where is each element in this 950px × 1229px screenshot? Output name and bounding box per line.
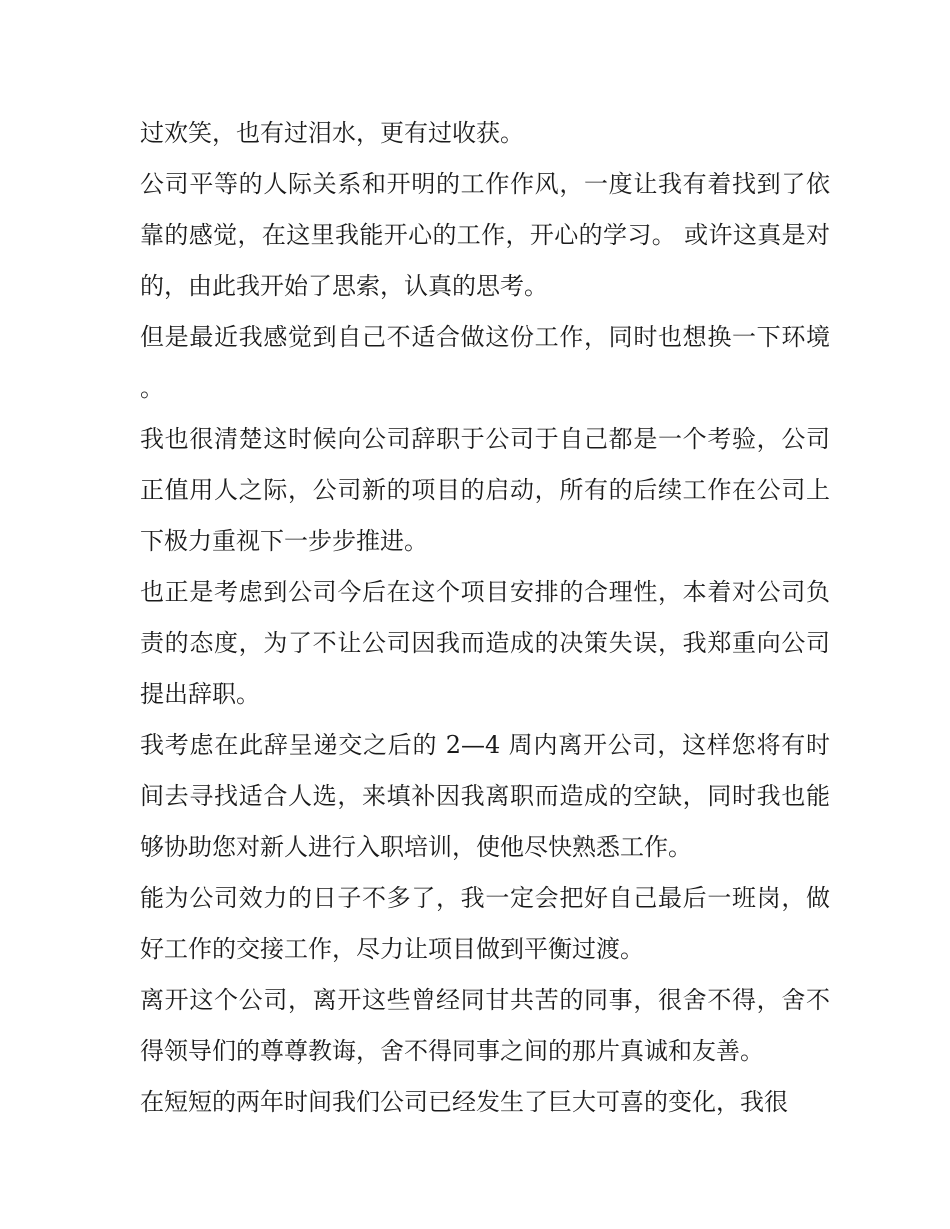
resignation-letter-body (140, 108, 830, 1128)
paragraph-6: 我考虑在此辞呈递交之后的 2—4 周内离开公司，这样您将有时间去寻找适合人选，来填补因我离职而造成的空缺，同时我也能够协助您对新人进行入职培训，使他尽快熟悉工作。 (140, 731, 830, 861)
paragraph-7: 能为公司效力的日子不多了，我一定会把好自己最后一班岗，做好工作的交接工作，尽力让项目做到平衡过渡。 (140, 884, 830, 963)
paragraph-3: 但是最近我感觉到自己不适合做这份工作，同时也想换一下环境。 (140, 323, 830, 402)
paragraph-4: 我也很清楚这时候向公司辞职于公司于自己都是一个考验，公司正值用人之际，公司新的项目的启动，所有的后续工作在公司上下极力重视下一步步推进。 (140, 425, 830, 555)
paragraph-9: 在短短的两年时间我们公司已经发生了巨大可喜的变化，我很 (140, 1088, 788, 1116)
paragraph-1: 过欢笑，也有过泪水，更有过收获。 (140, 119, 524, 147)
paragraph-5: 也正是考虑到公司今后在这个项目安排的合理性，本着对公司负责的态度，为了不让公司因我而造成的决策失误，我郑重向公司提出辞职。 (140, 578, 830, 708)
paragraph-8: 离开这个公司，离开这些曾经同甘共苦的同事，很舍不得，舍不得领导们的尊尊教诲，舍不得同事之间的那片真诚和友善。 (140, 986, 830, 1065)
paragraph-2: 公司平等的人际关系和开明的工作作风，一度让我有着找到了依靠的感觉，在这里我能开心的工作，开心的学习。 或许这真是对的，由此我开始了思索，认真的思考。 (140, 170, 830, 300)
